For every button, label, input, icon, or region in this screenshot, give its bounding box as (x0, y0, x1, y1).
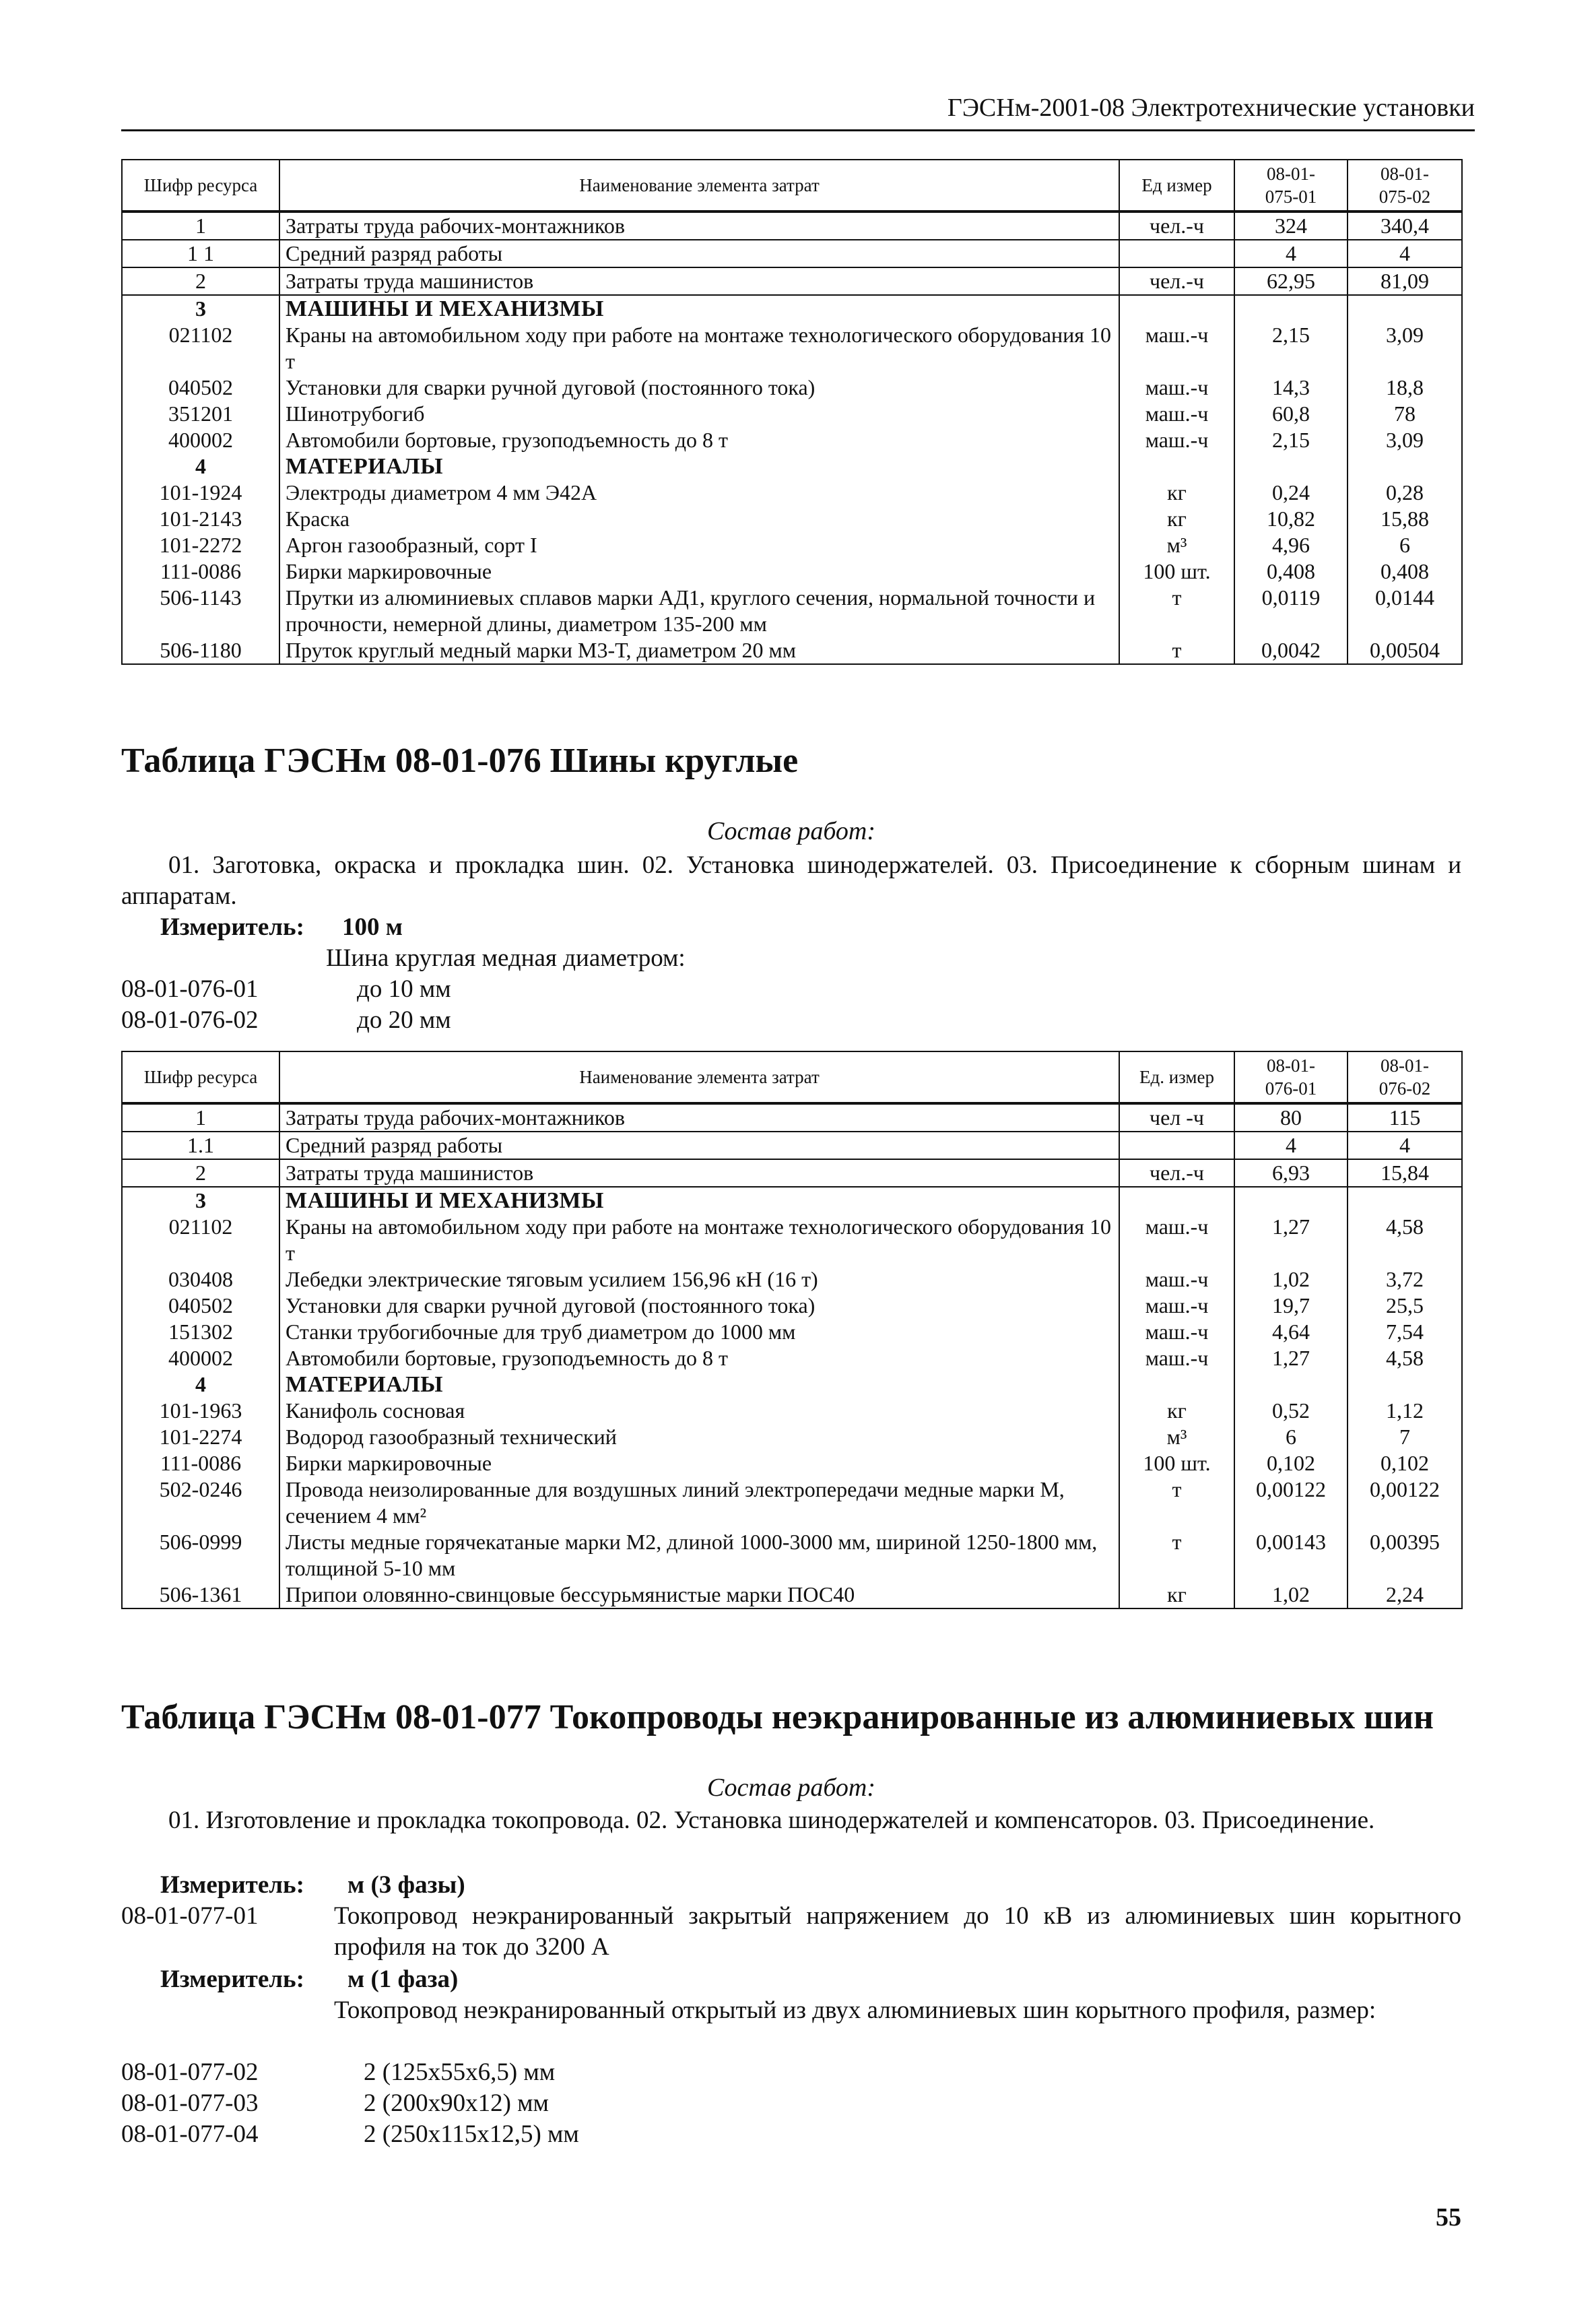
izmeritel-label-076: Измеритель: (160, 913, 304, 941)
item-code-076-02: 08-01-076-02 (121, 1006, 259, 1034)
cell-value-2: 25,5 (1348, 1293, 1462, 1319)
header-col1: 08-01- 075-01 (1234, 160, 1348, 212)
table-row (122, 1319, 1462, 1345)
cell-name: МАТЕРИАЛЫ (279, 453, 1119, 480)
section-title-077: Таблица ГЭСНм 08-01-077 Токопроводы неэкранированные из алюминиевых шин (121, 1698, 1434, 1736)
cell-value-1: 80 (1234, 1103, 1348, 1132)
cell-name: Канифоль сосновая (279, 1398, 1119, 1424)
cell-unit: т (1119, 1476, 1234, 1529)
table-body (122, 1103, 1462, 1608)
table-row (122, 240, 1462, 267)
cell-unit: маш.-ч (1119, 1319, 1234, 1345)
cell-value-2: 4,58 (1348, 1345, 1462, 1371)
header-unit: Ед измер (1119, 160, 1234, 212)
cell-name: МАТЕРИАЛЫ (279, 1371, 1119, 1398)
cell-code: 1 (122, 1103, 279, 1132)
table-row (122, 375, 1462, 401)
cell-value-1: 1,02 (1234, 1582, 1348, 1608)
cell-unit: маш.-ч (1119, 1345, 1234, 1371)
cell-unit: 100 шт. (1119, 558, 1234, 585)
cell-unit (1119, 1132, 1234, 1159)
cell-name: Электроды диаметром 4 мм Э42А (279, 480, 1119, 506)
item-code-076-01: 08-01-076-01 (121, 975, 259, 1003)
cell-value-1: 0,00143 (1234, 1529, 1348, 1582)
cell-value-1: 60,8 (1234, 401, 1348, 427)
cell-unit: чел.-ч (1119, 267, 1234, 295)
table-header-row (122, 1051, 1462, 1103)
cell-code: 2 (122, 1159, 279, 1187)
table-row (122, 585, 1462, 637)
table-row (122, 1132, 1462, 1159)
cell-value-1: 4,96 (1234, 532, 1348, 558)
cell-code: 400002 (122, 427, 279, 453)
works-text-076 (121, 850, 1461, 912)
table-row (122, 1398, 1462, 1424)
cell-code: 3 (122, 295, 279, 322)
cell-value-1: 14,3 (1234, 375, 1348, 401)
table-row (122, 637, 1462, 664)
cell-value-1: 62,95 (1234, 267, 1348, 295)
cell-value-2: 0,408 (1348, 558, 1462, 585)
cell-unit: кг (1119, 1398, 1234, 1424)
cell-value-1: 1,02 (1234, 1266, 1348, 1293)
cell-code: 2 (122, 267, 279, 295)
cell-value-1: 4 (1234, 1132, 1348, 1159)
cell-value-2 (1348, 1371, 1462, 1398)
description-077: Токопровод неэкранированный открытый из двух алюминиевых шин корытного профиля, размер: (334, 1996, 1376, 2024)
header-col2: 08-01- 075-02 (1348, 160, 1462, 212)
cell-code: 111-0086 (122, 558, 279, 585)
cell-name: Установки для сварки ручной дуговой (постоянного тока) (279, 375, 1119, 401)
cell-code: 101-2274 (122, 1424, 279, 1450)
cell-unit: чел.-ч (1119, 212, 1234, 240)
cell-name: Шинотрубогиб (279, 401, 1119, 427)
cell-value-1: 0,102 (1234, 1450, 1348, 1476)
cell-value-1: 0,408 (1234, 558, 1348, 585)
header-name: Наименование элемента затрат (279, 1051, 1119, 1103)
description-076: Шина круглая медная диаметром: (326, 944, 686, 972)
cell-value-2 (1348, 1187, 1462, 1214)
cell-unit: кг (1119, 480, 1234, 506)
cell-name: Автомобили бортовые, грузоподъемность до 8 т (279, 427, 1119, 453)
cell-value-2: 0,00395 (1348, 1529, 1462, 1582)
item-text-077-01: Токопровод неэкранированный закрытый напряжением до 10 кВ из алюминиевых шин корытного профиля на ток до 3200 А (334, 1902, 1461, 1961)
table-row (122, 322, 1462, 375)
cell-value-1 (1234, 1187, 1348, 1214)
header-code: Шифр ресурса (122, 160, 279, 212)
table-row (122, 1371, 1462, 1398)
table-row (122, 295, 1462, 322)
cell-code: 400002 (122, 1345, 279, 1371)
works-text-077 (121, 1805, 1461, 1836)
cell-unit: маш.-ч (1119, 1214, 1234, 1266)
cell-code: 502-0246 (122, 1476, 279, 1529)
sostav-label-076: Состав работ: (706, 817, 876, 845)
cell-code: 506-0999 (122, 1529, 279, 1582)
sostav-label-077: Состав работ: (706, 1774, 876, 1802)
izmeritel2-value-077: м (1 фаза) (347, 1965, 459, 1993)
cell-unit: 100 шт. (1119, 1450, 1234, 1476)
cell-name: Краска (279, 506, 1119, 532)
cell-value-1: 19,7 (1234, 1293, 1348, 1319)
cell-name: Краны на автомобильном ходу при работе на монтаже технологического оборудования 10 т (279, 322, 1119, 375)
cell-unit: м³ (1119, 532, 1234, 558)
item-code-077-03: 08-01-077-03 (121, 2089, 259, 2117)
cell-unit (1119, 1187, 1234, 1214)
cell-value-2: 81,09 (1348, 267, 1462, 295)
cell-value-2: 340,4 (1348, 212, 1462, 240)
cell-value-2: 0,00122 (1348, 1476, 1462, 1529)
table-row (122, 1529, 1462, 1582)
header-code: Шифр ресурса (122, 1051, 279, 1103)
item-code-077-02: 08-01-077-02 (121, 2058, 259, 2086)
cell-name: Припои оловянно-свинцовые бессурьмянистые марки ПОС40 (279, 1582, 1119, 1608)
table-row (122, 1424, 1462, 1450)
cell-name: Средний разряд работы (279, 1132, 1119, 1159)
cell-code: 101-1963 (122, 1398, 279, 1424)
cell-code: 151302 (122, 1319, 279, 1345)
cell-code: 111-0086 (122, 1450, 279, 1476)
cell-unit: чел -ч (1119, 1103, 1234, 1132)
cell-value-1: 324 (1234, 212, 1348, 240)
cell-name: Бирки маркировочные (279, 1450, 1119, 1476)
izmeritel2-label-077: Измеритель: (160, 1965, 304, 1993)
cell-value-1: 4 (1234, 240, 1348, 267)
table-row (122, 1266, 1462, 1293)
header-col1: 08-01- 076-01 (1234, 1051, 1348, 1103)
cell-value-2: 0,102 (1348, 1450, 1462, 1476)
table-row (122, 1103, 1462, 1132)
table-row (122, 1582, 1462, 1608)
cell-name: Краны на автомобильном ходу при работе на монтаже технологического оборудования 10 т (279, 1214, 1119, 1266)
table-row (122, 267, 1462, 295)
table-row (122, 401, 1462, 427)
cell-value-2: 18,8 (1348, 375, 1462, 401)
cell-unit: маш.-ч (1119, 1266, 1234, 1293)
cell-unit (1119, 240, 1234, 267)
table-header-row (122, 160, 1462, 212)
cell-value-1: 1,27 (1234, 1214, 1348, 1266)
cell-code: 1 1 (122, 240, 279, 267)
cell-value-2: 7 (1348, 1424, 1462, 1450)
cell-code: 1 (122, 212, 279, 240)
cell-value-1: 4,64 (1234, 1319, 1348, 1345)
page-number: 55 (1436, 2203, 1461, 2232)
item-text-077-04: 2 (250x115x12,5) мм (364, 2120, 579, 2148)
cell-value-2 (1348, 295, 1462, 322)
cell-code: 101-1924 (122, 480, 279, 506)
item-text-077-03: 2 (200x90x12) мм (364, 2089, 549, 2117)
cell-code: 4 (122, 1371, 279, 1398)
izmeritel1-value-077: м (3 фазы) (347, 1871, 465, 1899)
cell-unit: кг (1119, 1582, 1234, 1608)
cell-code: 040502 (122, 375, 279, 401)
izmeritel-value-076: 100 м (342, 913, 403, 941)
item-text-076-02: до 20 мм (357, 1006, 451, 1034)
cell-name: Прутки из алюминиевых сплавов марки АД1, круглого сечения, нормальной точности и прочности, немерной длины, диаметром 135-200 мм (279, 585, 1119, 637)
cell-code: 4 (122, 453, 279, 480)
cell-code: 3 (122, 1187, 279, 1214)
izmeritel1-label-077: Измеритель: (160, 1871, 304, 1899)
cell-unit (1119, 295, 1234, 322)
cell-value-2: 3,72 (1348, 1266, 1462, 1293)
cell-value-1 (1234, 453, 1348, 480)
cell-code: 021102 (122, 322, 279, 375)
cell-name: Станки трубогибочные для труб диаметром до 1000 мм (279, 1319, 1119, 1345)
resource-table-076 (121, 1051, 1463, 1609)
cell-code: 040502 (122, 1293, 279, 1319)
cell-value-1: 2,15 (1234, 322, 1348, 375)
works-077: 01. Изготовление и прокладка токопровода. 02. Установка шинодержателей и компенсаторов. 03. Присоединение. (168, 1807, 1375, 1834)
cell-value-2: 4 (1348, 1132, 1462, 1159)
header-name: Наименование элемента затрат (279, 160, 1119, 212)
cell-code: 021102 (122, 1214, 279, 1266)
table-body (122, 212, 1462, 664)
cell-name: Провода неизолированные для воздушных линий электропередачи медные марки М, сечением 4 мм² (279, 1476, 1119, 1529)
cell-value-2: 115 (1348, 1103, 1462, 1132)
table-row (122, 558, 1462, 585)
cell-value-2: 6 (1348, 532, 1462, 558)
section-title-076: Таблица ГЭСНм 08-01-076 Шины круглые (121, 742, 799, 780)
cell-value-2 (1348, 453, 1462, 480)
table-row (122, 427, 1462, 453)
item-text-076-01: до 10 мм (357, 975, 451, 1003)
cell-name: Затраты труда рабочих-монтажников (279, 1103, 1119, 1132)
cell-name: Затраты труда машинистов (279, 1159, 1119, 1187)
cell-unit: маш.-ч (1119, 427, 1234, 453)
running-header: ГЭСНм-2001-08 Электротехнические установки (121, 93, 1475, 131)
cell-unit: маш.-ч (1119, 375, 1234, 401)
cell-value-1: 0,00122 (1234, 1476, 1348, 1529)
cell-unit: т (1119, 637, 1234, 664)
cell-value-1: 10,82 (1234, 506, 1348, 532)
cell-unit: чел.-ч (1119, 1159, 1234, 1187)
cell-value-1: 6 (1234, 1424, 1348, 1450)
cell-value-1: 0,0119 (1234, 585, 1348, 637)
cell-code: 506-1180 (122, 637, 279, 664)
cell-name: Пруток круглый медный марки М3-Т, диаметром 20 мм (279, 637, 1119, 664)
cell-value-1 (1234, 1371, 1348, 1398)
cell-value-2: 15,84 (1348, 1159, 1462, 1187)
cell-code: 101-2143 (122, 506, 279, 532)
cell-value-2: 15,88 (1348, 506, 1462, 532)
cell-unit: кг (1119, 506, 1234, 532)
works-076: 01. Заготовка, окраска и прокладка шин. 02. Установка шинодержателей. 03. Присоединение к сборным шинам и аппаратам. (121, 851, 1461, 910)
cell-value-1: 0,52 (1234, 1398, 1348, 1424)
table-row (122, 1476, 1462, 1529)
cell-value-1 (1234, 295, 1348, 322)
table-row (122, 1159, 1462, 1187)
resource-table-075 (121, 159, 1463, 665)
cell-name: Установки для сварки ручной дуговой (постоянного тока) (279, 1293, 1119, 1319)
table-row (122, 1450, 1462, 1476)
cell-value-2: 0,0144 (1348, 585, 1462, 637)
cell-value-2: 1,12 (1348, 1398, 1462, 1424)
table-row (122, 212, 1462, 240)
cell-unit (1119, 1371, 1234, 1398)
cell-value-1: 2,15 (1234, 427, 1348, 453)
cell-name: Водород газообразный технический (279, 1424, 1119, 1450)
item-code-077-01: 08-01-077-01 (121, 1902, 259, 1930)
cell-name: Лебедки электрические тяговым усилием 156,96 кН (16 т) (279, 1266, 1119, 1293)
cell-code: 101-2272 (122, 532, 279, 558)
cell-value-2: 4,58 (1348, 1214, 1462, 1266)
cell-unit: т (1119, 585, 1234, 637)
header-col2: 08-01- 076-02 (1348, 1051, 1462, 1103)
cell-value-1: 1,27 (1234, 1345, 1348, 1371)
cell-value-2: 3,09 (1348, 427, 1462, 453)
cell-value-2: 7,54 (1348, 1319, 1462, 1345)
table-row (122, 1187, 1462, 1214)
cell-unit: т (1119, 1529, 1234, 1582)
cell-name: Бирки маркировочные (279, 558, 1119, 585)
cell-name: Листы медные горячекатаные марки М2, длиной 1000-3000 мм, шириной 1250-1800 мм, толщиной 5-10 мм (279, 1529, 1119, 1582)
cell-code: 351201 (122, 401, 279, 427)
cell-value-2: 0,28 (1348, 480, 1462, 506)
cell-name: Средний разряд работы (279, 240, 1119, 267)
cell-value-2: 0,00504 (1348, 637, 1462, 664)
header-unit: Ед. измер (1119, 1051, 1234, 1103)
table-row (122, 1293, 1462, 1319)
cell-value-2: 2,24 (1348, 1582, 1462, 1608)
cell-value-2: 4 (1348, 240, 1462, 267)
table-row (122, 1214, 1462, 1266)
cell-code: 506-1361 (122, 1582, 279, 1608)
cell-name: МАШИНЫ И МЕХАНИЗМЫ (279, 295, 1119, 322)
item-code-077-04: 08-01-077-04 (121, 2120, 259, 2148)
table-row (122, 453, 1462, 480)
cell-name: МАШИНЫ И МЕХАНИЗМЫ (279, 1187, 1119, 1214)
cell-code: 1.1 (122, 1132, 279, 1159)
table-row (122, 532, 1462, 558)
cell-name: Затраты труда машинистов (279, 267, 1119, 295)
cell-code: 506-1143 (122, 585, 279, 637)
item-text-077-02: 2 (125x55x6,5) мм (364, 2058, 556, 2086)
cell-name: Затраты труда рабочих-монтажников (279, 212, 1119, 240)
table-row (122, 480, 1462, 506)
cell-unit: м³ (1119, 1424, 1234, 1450)
cell-code: 030408 (122, 1266, 279, 1293)
cell-name: Аргон газообразный, сорт I (279, 532, 1119, 558)
cell-value-2: 78 (1348, 401, 1462, 427)
table-row (122, 1345, 1462, 1371)
cell-value-1: 0,24 (1234, 480, 1348, 506)
table-row (122, 506, 1462, 532)
cell-name: Автомобили бортовые, грузоподъемность до 8 т (279, 1345, 1119, 1371)
cell-unit (1119, 453, 1234, 480)
cell-unit: маш.-ч (1119, 1293, 1234, 1319)
cell-unit: маш.-ч (1119, 322, 1234, 375)
cell-unit: маш.-ч (1119, 401, 1234, 427)
cell-value-1: 0,0042 (1234, 637, 1348, 664)
cell-value-2: 3,09 (1348, 322, 1462, 375)
cell-value-1: 6,93 (1234, 1159, 1348, 1187)
